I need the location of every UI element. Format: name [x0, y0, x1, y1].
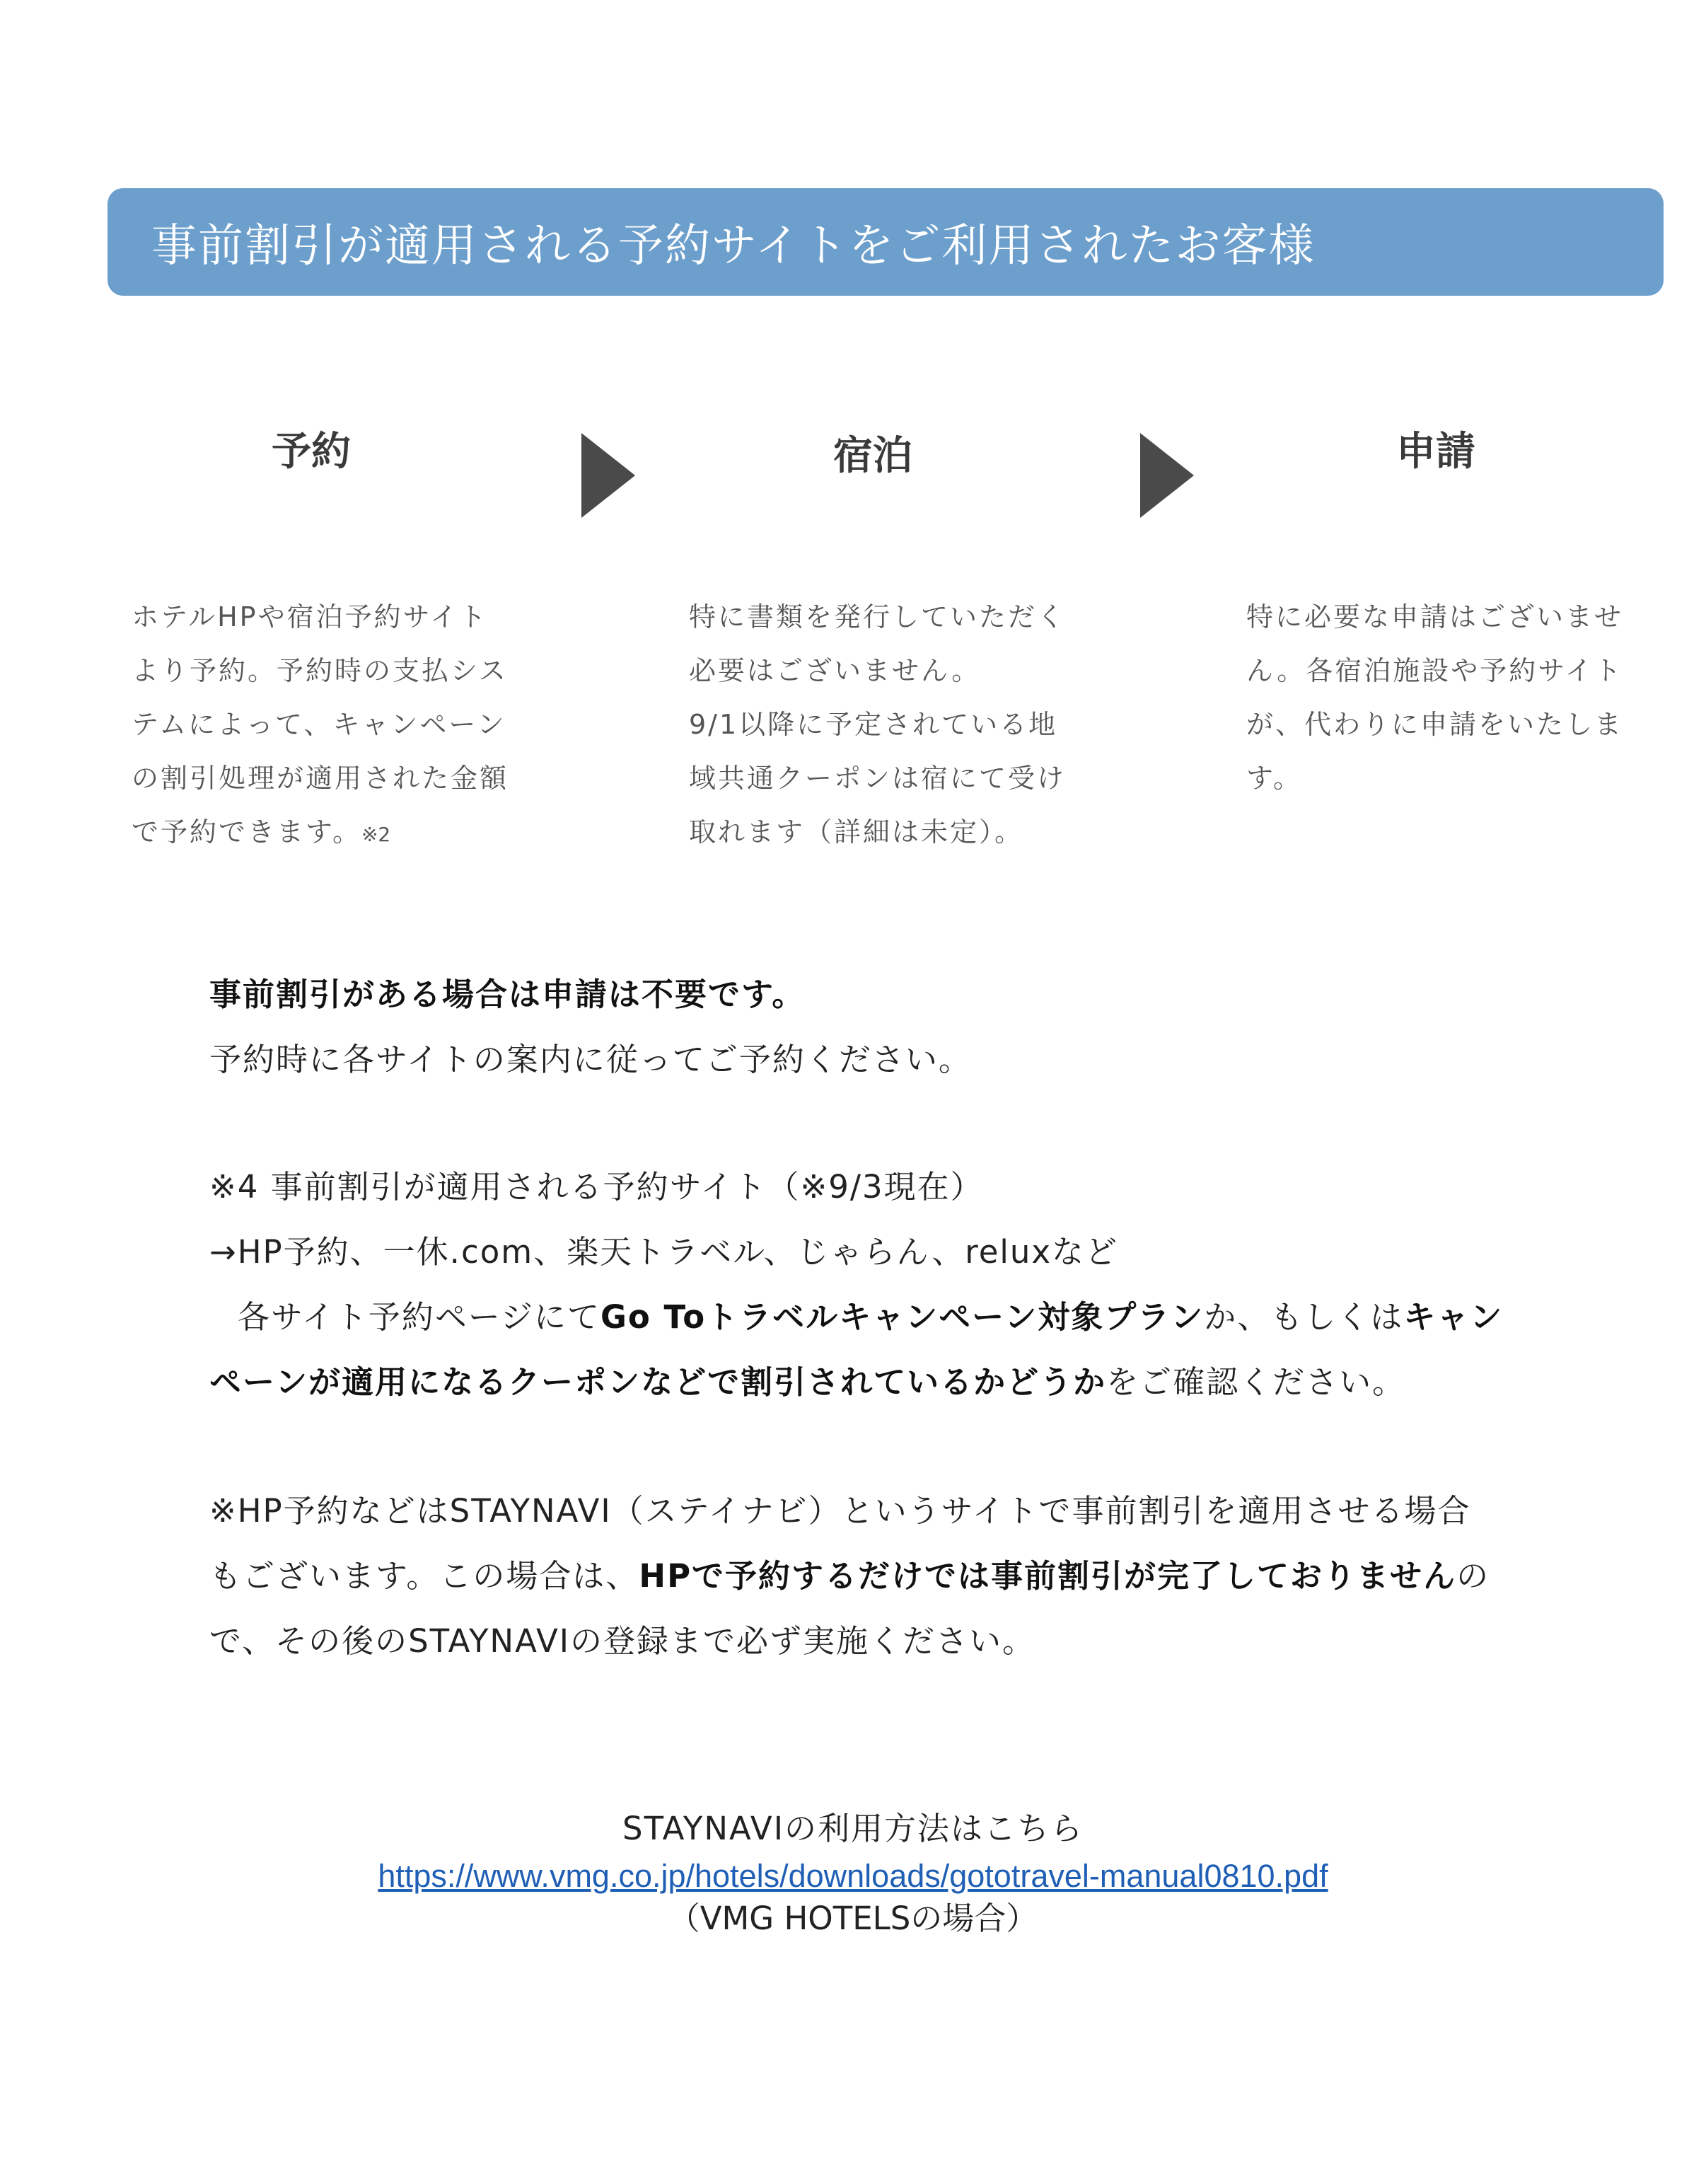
banner-title: 事前割引が適用される予約サイトをご利用されたお客様 — [151, 220, 1316, 272]
arrow-right-icon — [1140, 433, 1194, 518]
desc-line: 取れます（詳細は未定）。 — [689, 816, 1024, 848]
staynavi-note: （VMG HOTELSの場合） — [668, 1900, 1038, 1937]
step-title-application: 申請 — [1396, 429, 1475, 475]
note4-check-line — [209, 1285, 1596, 1350]
text-span: の — [1456, 1557, 1490, 1595]
desc-line: 特に書類を発行していただく — [689, 601, 1067, 632]
text-span: 各サイト予約ページにて — [238, 1298, 600, 1336]
text-span: もございます。この場合は、 — [209, 1557, 639, 1595]
desc-line: 必要はございません。 — [689, 655, 981, 686]
text-span: か、もしくは — [1204, 1298, 1404, 1336]
desc-line: が、代わりに申請をいたしま — [1246, 709, 1624, 740]
reservation-instruction: 予約時に各サイトの案内に従ってご予約ください。 — [209, 1041, 972, 1078]
staynavi-manual-link[interactable]: https://www.vmg.co.jp/hotels/downloads/gototravel-manual0810.pdf — [378, 1858, 1328, 1894]
bold-span: ペーンが適用になるクーポンなどで割引されているかどうか — [209, 1363, 1107, 1401]
note4-heading: ※4 事前割引が適用される予約サイト（※9/3現在） — [209, 1168, 984, 1206]
desc-line-text: で予約できます。 — [132, 816, 361, 848]
hp-reservation-note — [209, 1479, 1596, 1674]
desc-line: 9/1以降に予定されている地 — [689, 709, 1058, 740]
desc-line: 特に必要な申請はございませ — [1246, 601, 1624, 632]
footnote-mark: ※2 — [361, 823, 391, 846]
step-desc-stay — [689, 590, 1092, 859]
desc-line: の割引処理が適用された金額 — [132, 763, 509, 794]
desc-line: す。 — [1246, 763, 1302, 794]
hp-note-line: で、その後のSTAYNAVIの登録まで必ず実施ください。 — [209, 1622, 1036, 1660]
desc-line: テムによって、キャンペーン — [132, 709, 506, 740]
arrow-right-icon — [581, 433, 635, 518]
hp-note-line — [209, 1544, 1596, 1609]
step-title-stay: 宿泊 — [833, 433, 912, 479]
no-application-notice: 事前割引がある場合は申請は不要です。 — [209, 976, 806, 1013]
step-desc-reservation — [132, 590, 535, 862]
desc-line: ホテルHPや宿泊予約サイト — [132, 601, 488, 632]
note4-check-line-cont — [209, 1350, 1596, 1415]
text-span: をご確認ください。 — [1106, 1363, 1406, 1401]
staynavi-info — [0, 1804, 1706, 1939]
bold-span: HPで予約するだけでは事前割引が完了しておりません — [639, 1557, 1457, 1595]
desc-line: 域共通クーポンは宿にて受け — [689, 763, 1067, 794]
desc-line: ん。各宿泊施設や予約サイト — [1246, 655, 1623, 686]
main-note-block — [209, 962, 1596, 1092]
desc-line: より予約。予約時の支払シス — [132, 655, 508, 686]
step-title-reservation: 予約 — [272, 429, 351, 475]
staynavi-caption: STAYNAVIの利用方法はこちら — [622, 1810, 1084, 1847]
note4-block — [209, 1155, 1596, 1415]
step-desc-application — [1246, 590, 1649, 805]
desc-line — [132, 805, 535, 862]
bold-span: キャン — [1403, 1298, 1504, 1336]
bold-span: Go Toトラベルキャンペーン対象プラン — [600, 1298, 1205, 1336]
hp-note-line: ※HP予約などはSTAYNAVI（ステイナビ）というサイトで事前割引を適用させる場合 — [209, 1492, 1471, 1530]
section-banner — [108, 188, 1664, 296]
note4-sites: →HP予約、一休.com、楽天トラベル、じゃらん、reluxなど — [209, 1233, 1119, 1271]
